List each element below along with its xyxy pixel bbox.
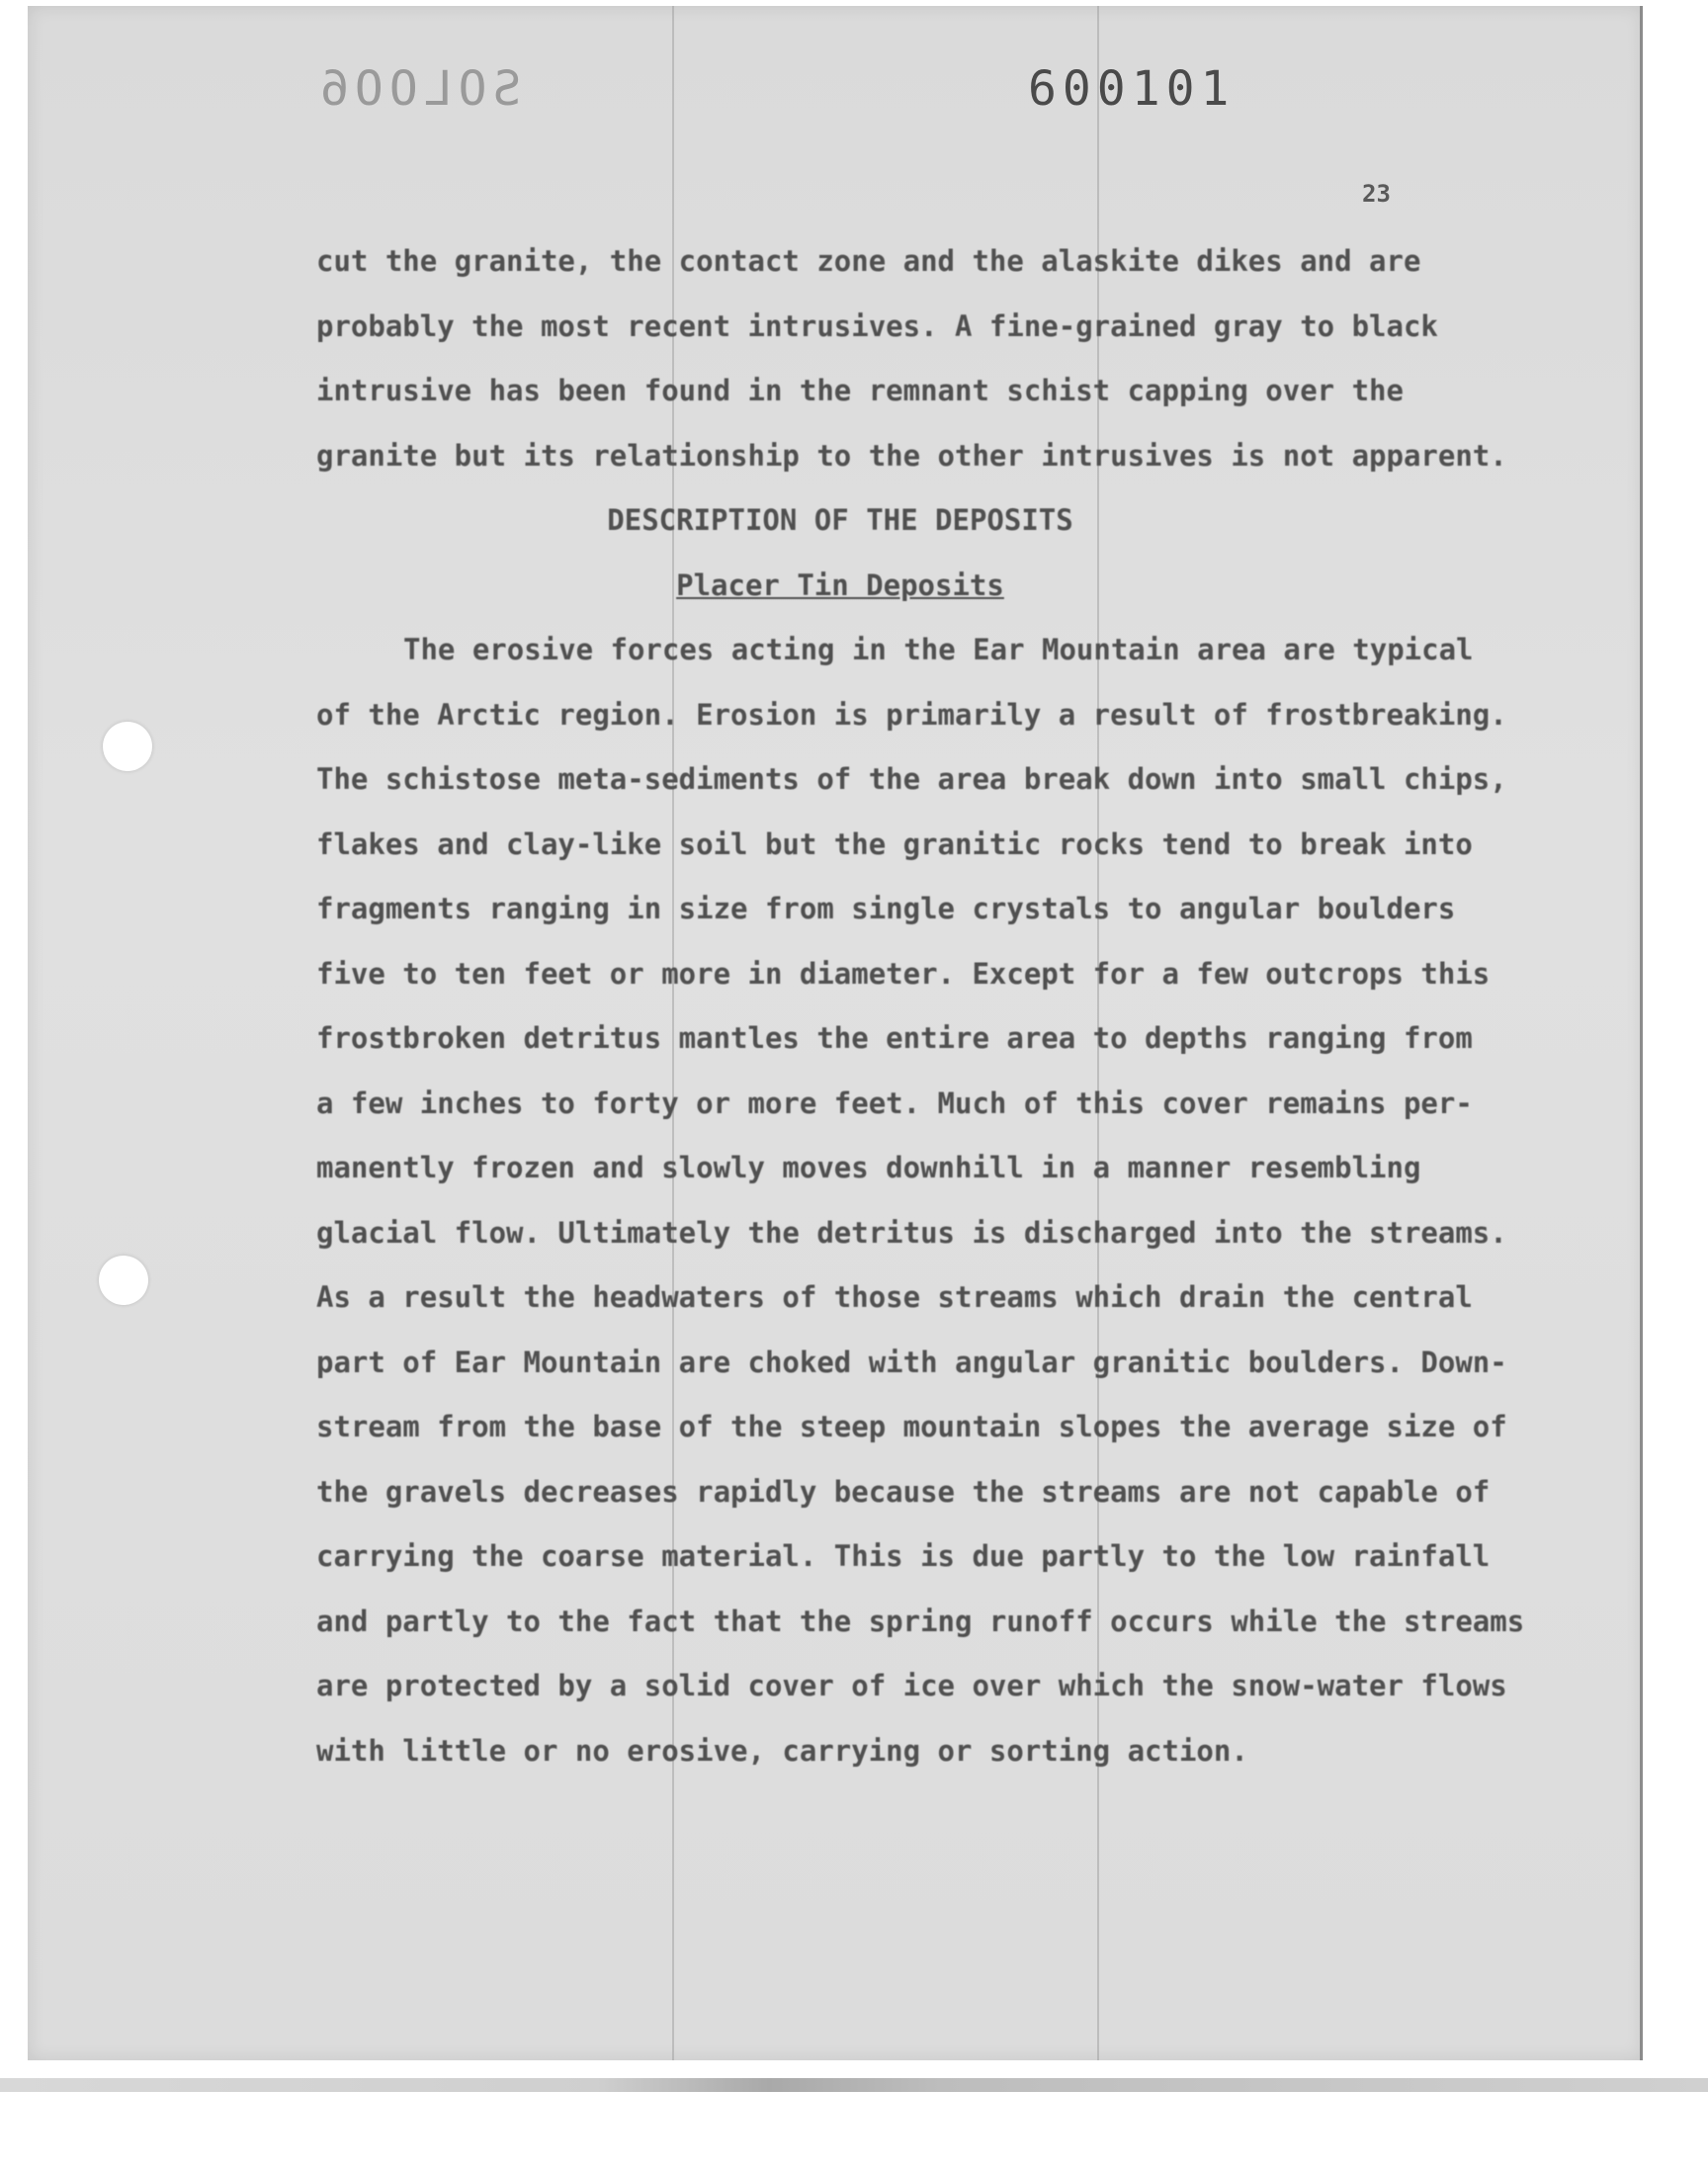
text-line: cut the granite, the contact zone and the alaskite dikes and are bbox=[316, 244, 1421, 278]
document-number-stamp: 600101 bbox=[1028, 61, 1236, 117]
text-line: probably the most recent intrusives. A fine-grained gray to black bbox=[316, 308, 1438, 343]
text-line: carrying the coarse material. This is due partly to the low rainfall bbox=[316, 1539, 1491, 1573]
text-line: As a result the headwaters of those streams which drain the central bbox=[316, 1280, 1473, 1314]
text-line: fragments ranging in size from single crystals to angular boulders bbox=[316, 892, 1456, 925]
text-line: with little or no erosive, carrying or sorting action. bbox=[316, 1733, 1248, 1768]
text-line: part of Ear Mountain are choked with angular granitic boulders. Down- bbox=[316, 1345, 1507, 1379]
text-line: The schistose meta-sediments of the area break down into small chips, bbox=[316, 762, 1507, 796]
text-line: flakes and clay-like soil but the granitic rocks tend to break into bbox=[316, 826, 1473, 861]
scanner-edge-strip bbox=[0, 2078, 1708, 2092]
document-text bbox=[316, 229, 1525, 1784]
punch-hole-lower bbox=[99, 1256, 148, 1305]
section-heading: DESCRIPTION OF THE DEPOSITS bbox=[607, 503, 1073, 537]
subsection-heading: Placer Tin Deposits bbox=[676, 567, 1004, 602]
text-line: five to ten feet or more in diameter. Except for a few outcrops this bbox=[316, 956, 1491, 991]
text-line: manently frozen and slowly moves downhill in a manner resembling bbox=[316, 1151, 1421, 1184]
text-line: are protected by a solid cover of ice over which the snow-water flows bbox=[316, 1669, 1507, 1702]
paragraph-first-line: The erosive forces acting in the Ear Mountain area are typical bbox=[403, 633, 1474, 666]
text-line: granite but its relationship to the other intrusives is not apparent. bbox=[316, 438, 1507, 473]
text-line: of the Arctic region. Erosion is primarily a result of frostbreaking. bbox=[316, 697, 1507, 732]
text-line: frostbroken detritus mantles the entire area to depths ranging from bbox=[316, 1021, 1473, 1055]
subsection-heading-wrapper bbox=[316, 554, 1473, 619]
page-edge bbox=[1640, 6, 1643, 2060]
text-line: intrusive has been found in the remnant schist capping over the bbox=[316, 374, 1404, 407]
text-line: glacial flow. Ultimately the detritus is discharged into the streams. bbox=[316, 1215, 1507, 1250]
text-line: stream from the base of the steep mountain slopes the average size of bbox=[316, 1410, 1507, 1443]
text-line: and partly to the fact that the spring runoff occurs while the streams bbox=[316, 1604, 1525, 1638]
text-line: a few inches to forty or more feet. Much of this cover remains per- bbox=[316, 1086, 1473, 1120]
text-line: the gravels decreases rapidly because the streams are not capable of bbox=[316, 1474, 1491, 1509]
punch-hole-upper bbox=[103, 722, 152, 771]
mirrored-document-number-stamp: SOLOO6 bbox=[314, 61, 522, 117]
page-number: 23 bbox=[1362, 180, 1391, 208]
